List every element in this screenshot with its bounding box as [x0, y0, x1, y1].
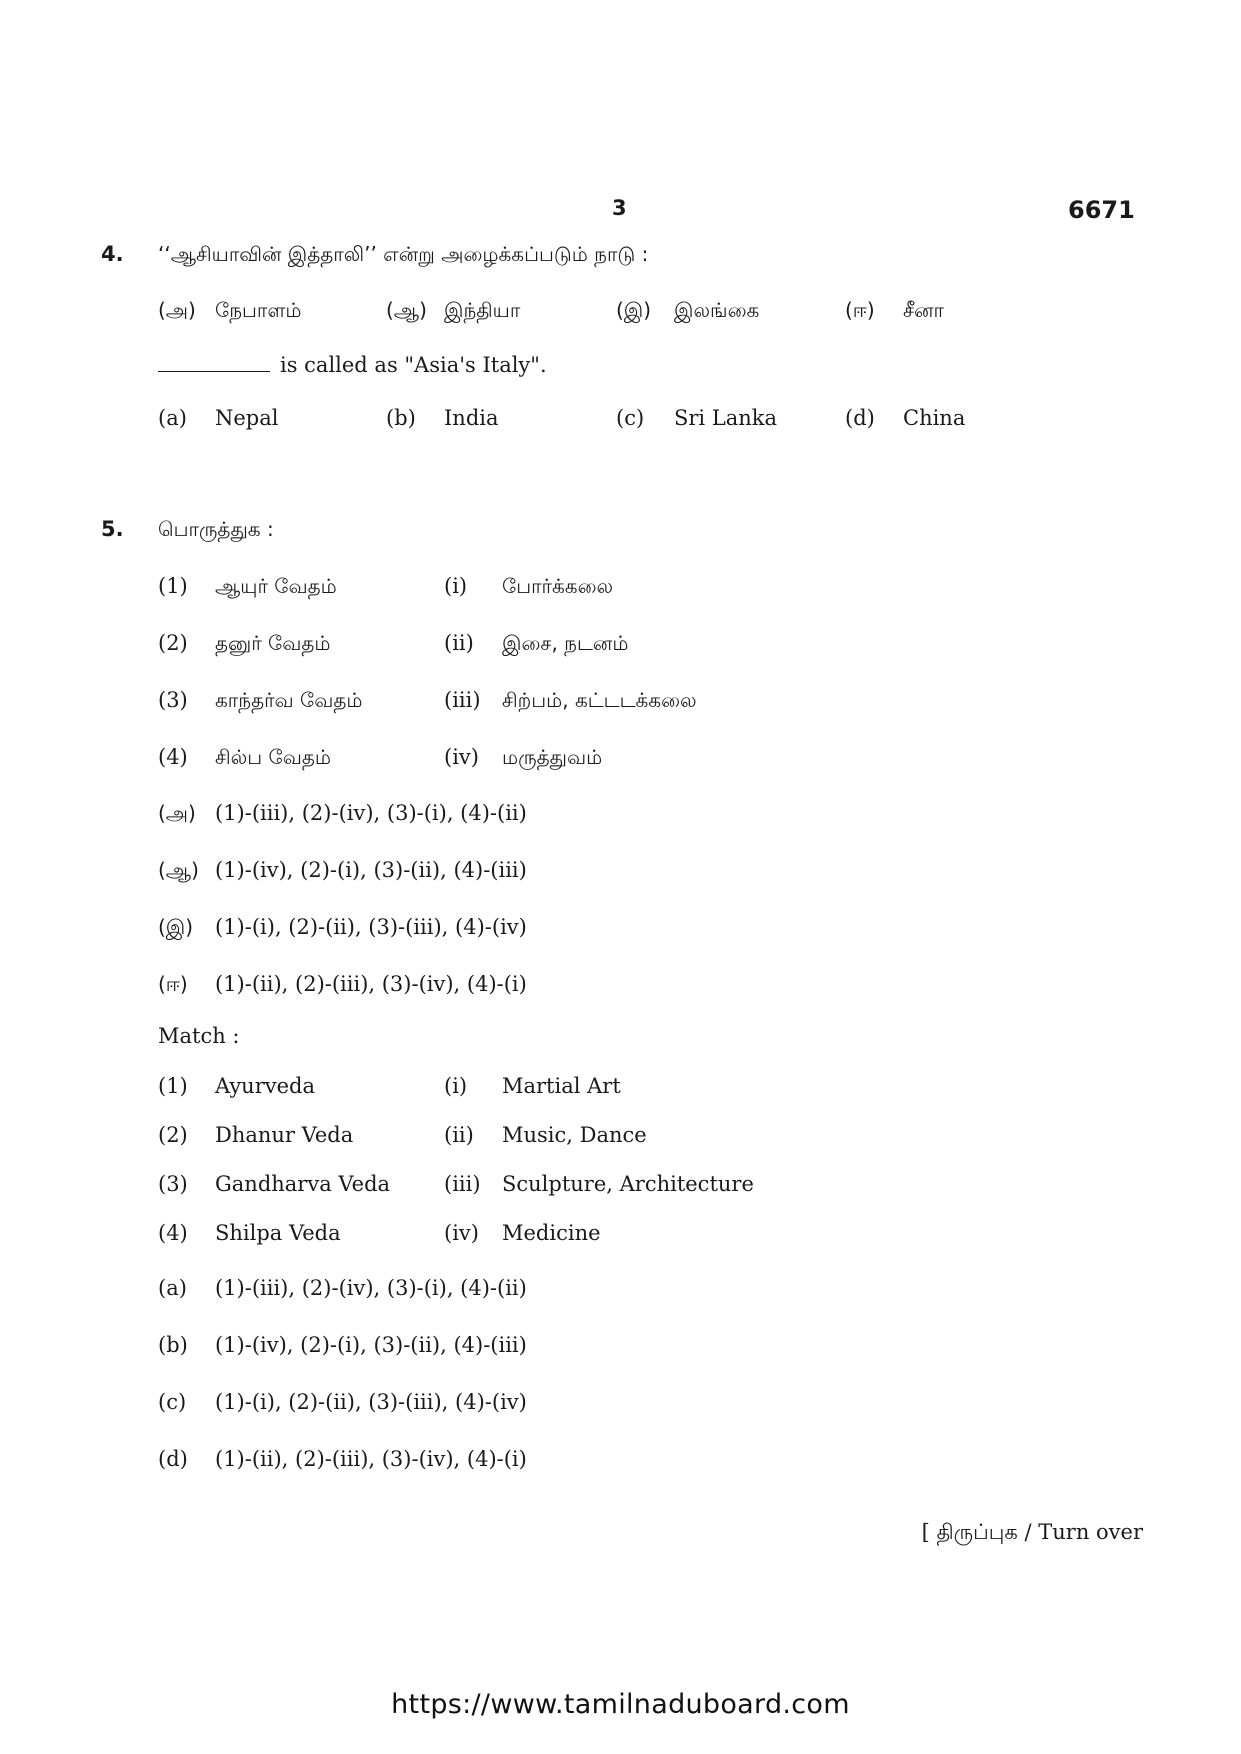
- right-item: சிற்பம், கட்டடக்கலை: [502, 688, 697, 712]
- option-label: (ஆ): [386, 298, 427, 322]
- answer-text: (1)-(ii), (2)-(iii), (3)-(iv), (4)-(i): [215, 1447, 527, 1471]
- right-item: Music, Dance: [502, 1123, 647, 1147]
- option-text: Sri Lanka: [674, 406, 778, 430]
- answer-label: (ஈ): [158, 972, 188, 996]
- left-index: (1): [158, 1074, 188, 1098]
- question-4-tamil-text: ‘‘ஆசியாவின் இத்தாலி’’ என்று அழைக்கப்படும் நாடு :: [158, 242, 649, 266]
- left-index: (3): [158, 1172, 188, 1196]
- question-5-english-text: Match :: [158, 1024, 240, 1048]
- question-5-tamil-text: பொருத்துக :: [158, 517, 274, 541]
- right-index: (iv): [444, 745, 479, 769]
- answer-label: (c): [158, 1390, 187, 1414]
- answer-label: (a): [158, 1276, 187, 1300]
- right-index: (ii): [444, 631, 474, 655]
- option-text: சீனா: [903, 298, 944, 322]
- option-label: (இ): [616, 298, 652, 322]
- left-index: (2): [158, 1123, 188, 1147]
- right-item: Medicine: [502, 1221, 601, 1245]
- option-label: (a): [158, 406, 187, 430]
- right-index: (ii): [444, 1123, 474, 1147]
- question-5-number: 5.: [101, 517, 124, 541]
- answer-text: (1)-(ii), (2)-(iii), (3)-(iv), (4)-(i): [215, 972, 527, 996]
- left-item: காந்தர்வ வேதம்: [215, 688, 363, 712]
- question-4-english-stem: is called as "Asia's Italy".: [280, 353, 547, 377]
- left-index: (4): [158, 1221, 188, 1245]
- answer-label: (b): [158, 1333, 188, 1357]
- answer-text: (1)-(iv), (2)-(i), (3)-(ii), (4)-(iii): [215, 858, 527, 882]
- question-4-number: 4.: [101, 242, 124, 266]
- answer-text: (1)-(i), (2)-(ii), (3)-(iii), (4)-(iv): [215, 1390, 527, 1414]
- answer-text: (1)-(iii), (2)-(iv), (3)-(i), (4)-(ii): [215, 1276, 527, 1300]
- option-text: Nepal: [215, 406, 279, 430]
- option-text: India: [444, 406, 499, 430]
- left-item: ஆயுர் வேதம்: [215, 574, 337, 598]
- answer-text: (1)-(i), (2)-(ii), (3)-(iii), (4)-(iv): [215, 915, 527, 939]
- right-item: Sculpture, Architecture: [502, 1172, 754, 1196]
- right-index: (i): [444, 1074, 468, 1098]
- option-label: (அ): [158, 298, 196, 322]
- page-number: 3: [612, 196, 627, 220]
- right-item: Martial Art: [502, 1074, 621, 1098]
- answer-text: (1)-(iv), (2)-(i), (3)-(ii), (4)-(iii): [215, 1333, 527, 1357]
- left-item: Ayurveda: [215, 1074, 315, 1098]
- question-4-english-text: [158, 353, 547, 377]
- right-item: மருத்துவம்: [502, 745, 603, 769]
- right-index: (iii): [444, 1172, 481, 1196]
- left-item: Shilpa Veda: [215, 1221, 341, 1245]
- left-item: தனுர் வேதம்: [215, 631, 331, 655]
- left-item: Gandharva Veda: [215, 1172, 391, 1196]
- paper-code: 6671: [1068, 196, 1135, 224]
- option-text: இலங்கை: [674, 298, 760, 322]
- left-index: (4): [158, 745, 188, 769]
- answer-label: (இ): [158, 915, 194, 939]
- right-index: (iii): [444, 688, 481, 712]
- answer-label: (அ): [158, 801, 196, 825]
- answer-blank: [158, 371, 270, 372]
- left-index: (2): [158, 631, 188, 655]
- option-label: (b): [386, 406, 416, 430]
- option-text: இந்தியா: [444, 298, 521, 322]
- left-item: Dhanur Veda: [215, 1123, 354, 1147]
- option-label: (c): [616, 406, 645, 430]
- option-text: China: [903, 406, 966, 430]
- turn-over-note: [ திருப்புக / Turn over: [921, 1520, 1143, 1544]
- right-item: போர்க்கலை: [502, 574, 614, 598]
- answer-text: (1)-(iii), (2)-(iv), (3)-(i), (4)-(ii): [215, 801, 527, 825]
- right-index: (i): [444, 574, 468, 598]
- left-item: சில்ப வேதம்: [215, 745, 331, 769]
- left-index: (1): [158, 574, 188, 598]
- option-text: நேபாளம்: [215, 298, 302, 322]
- option-label: (d): [845, 406, 875, 430]
- answer-label: (ஆ): [158, 858, 199, 882]
- left-index: (3): [158, 688, 188, 712]
- right-index: (iv): [444, 1221, 479, 1245]
- option-label: (ஈ): [845, 298, 875, 322]
- footer-url[interactable]: https://www.tamilnaduboard.com: [391, 1689, 850, 1720]
- answer-label: (d): [158, 1447, 188, 1471]
- right-item: இசை, நடனம்: [502, 631, 629, 655]
